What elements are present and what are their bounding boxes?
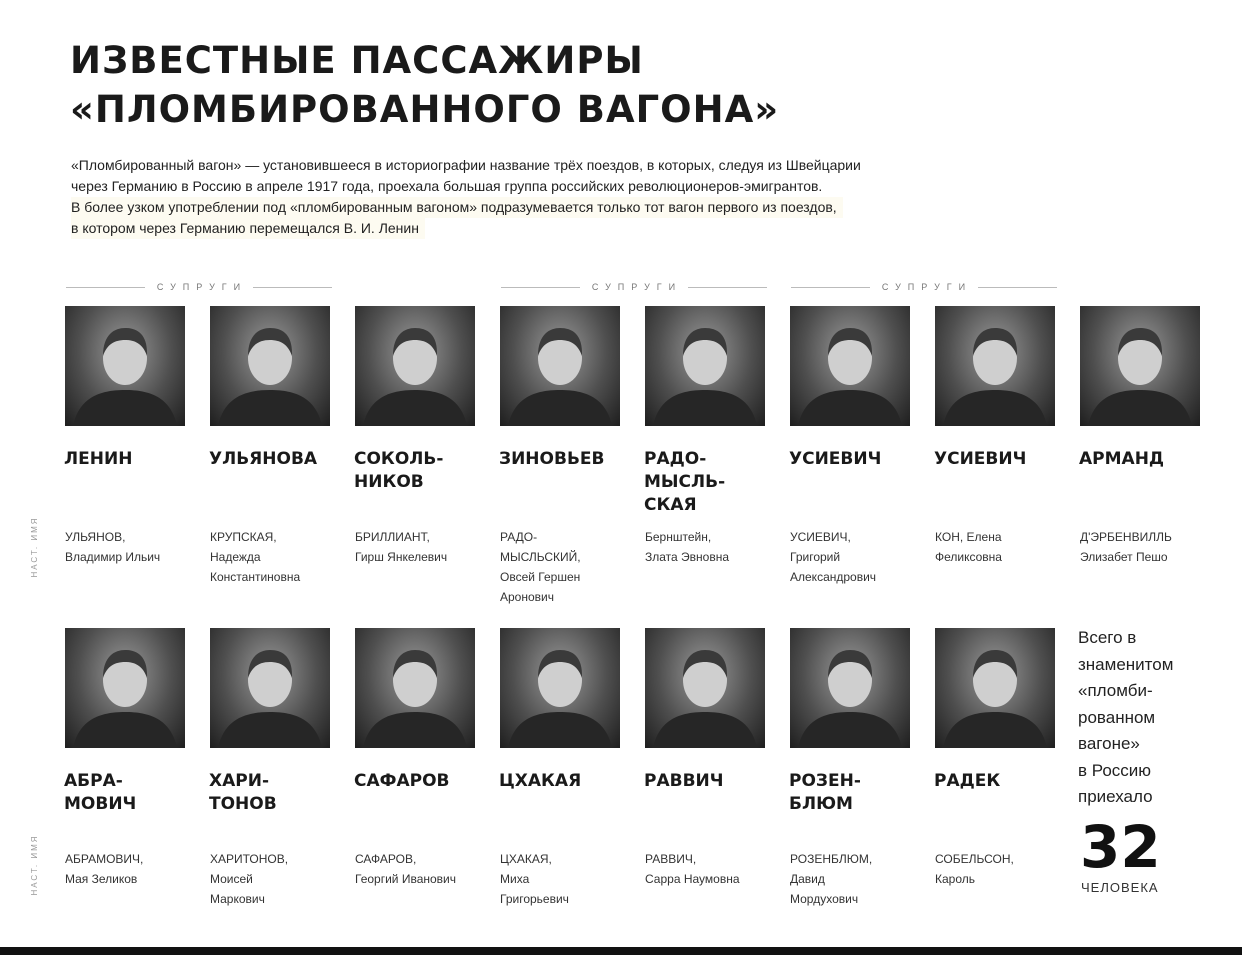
portrait-silhouette (935, 628, 1055, 748)
intro-paragraph (71, 155, 1081, 239)
page-title (70, 36, 779, 134)
passenger-card (64, 628, 193, 886)
side-label-row-1: НАСТ. ИМЯ (30, 516, 39, 578)
portrait-silhouette (645, 306, 765, 426)
passenger-card (1079, 306, 1208, 564)
passenger-pseudonym (209, 448, 339, 471)
real-name-line: Феликсовна (935, 550, 1002, 564)
real-name-line: ХАРИТОНОВ, (210, 852, 289, 866)
real-name-line: КРУПСКАЯ, (210, 530, 277, 544)
real-name-line: Миха (500, 872, 530, 886)
portrait-silhouette (790, 306, 910, 426)
passenger-real-name (645, 527, 783, 567)
passenger-card (934, 628, 1063, 886)
bottom-bar (0, 947, 1242, 955)
real-name-line: СОБЕЛЬСОН, (935, 852, 1014, 866)
passenger-photo (935, 306, 1055, 426)
pseudonym-line: УСИЕВИЧ (789, 449, 882, 469)
pseudonym-line: АРМАНД (1079, 449, 1165, 469)
real-name-line: САФАРОВ, (355, 852, 417, 866)
real-name-line: Кароль (935, 872, 976, 886)
pseudonym-line: ЗИНОВЬЕВ (499, 449, 605, 469)
passenger-card (64, 306, 193, 564)
real-name-line: Мая Зеликов (65, 872, 138, 886)
real-name-line: Константиновна (210, 570, 301, 584)
real-name-line: БРИЛЛИАНТ, (355, 530, 430, 544)
passenger-real-name (355, 849, 493, 889)
passenger-card (499, 628, 628, 906)
real-name-line: РАВВИЧ, (645, 852, 697, 866)
passenger-photo (355, 628, 475, 748)
real-name-line: РАДО- (500, 530, 538, 544)
passenger-photo (210, 628, 330, 748)
intro-line-2: через Германию в Россию в апреле 1917 года, проехала большая группа российских революционеров-эмигрантов. (71, 178, 823, 194)
passenger-pseudonym (934, 448, 1064, 471)
passenger-card (499, 306, 628, 604)
passenger-photo (645, 628, 765, 748)
title-line-2: «ПЛОМБИРОВАННОГО ВАГОНА» (70, 88, 780, 131)
passenger-card (644, 306, 773, 564)
passenger-pseudonym (354, 448, 484, 494)
passenger-card (934, 306, 1063, 564)
passenger-card (209, 306, 338, 584)
passenger-pseudonym (64, 770, 194, 816)
pseudonym-line: ЛЕНИН (64, 449, 133, 469)
passenger-photo (355, 306, 475, 426)
portrait-silhouette (210, 628, 330, 748)
pseudonym-line: НИКОВ (354, 472, 424, 492)
portrait-silhouette (645, 628, 765, 748)
passenger-real-name (355, 527, 493, 567)
pseudonym-line: РАДО- (644, 449, 707, 469)
passenger-pseudonym (354, 770, 484, 793)
passenger-card (644, 628, 773, 886)
real-name-line: Элизабет Пешо (1080, 550, 1168, 564)
real-name-line: Моисей (210, 872, 253, 886)
real-name-line: Мордухович (790, 892, 859, 906)
passenger-photo (790, 306, 910, 426)
real-name-line: РОЗЕНБЛЮМ, (790, 852, 873, 866)
total-caption-line: в Россию (1078, 760, 1152, 780)
portrait-silhouette (210, 306, 330, 426)
spouse-label-2: СУПРУГИ (501, 281, 767, 293)
total-number: 32 (1080, 813, 1161, 881)
real-name-line: УЛЬЯНОВ, (65, 530, 126, 544)
real-name-line: Гирш Янкелевич (355, 550, 448, 564)
portrait-silhouette (355, 628, 475, 748)
passenger-pseudonym (1079, 448, 1209, 471)
portrait-silhouette (790, 628, 910, 748)
total-caption-line: приехало (1078, 787, 1153, 806)
passenger-pseudonym (499, 770, 629, 793)
real-name-line: Овсей Гершен (500, 570, 581, 584)
passenger-photo (645, 306, 765, 426)
passenger-photo (1080, 306, 1200, 426)
pseudonym-line: РОЗЕН- (789, 771, 861, 791)
passenger-real-name (1080, 527, 1218, 567)
portrait-silhouette (355, 306, 475, 426)
passenger-real-name (500, 527, 638, 607)
pseudonym-line: СОКОЛЬ- (354, 449, 444, 469)
real-name-line: Георгий Иванович (355, 872, 457, 886)
pseudonym-line: УЛЬЯНОВА (209, 449, 318, 469)
passenger-pseudonym (64, 448, 194, 471)
pseudonym-line: БЛЮМ (789, 794, 853, 814)
total-caption-line: вагоне» (1078, 734, 1140, 753)
real-name-line: Маркович (210, 892, 265, 906)
passenger-photo (65, 628, 185, 748)
title-line-1: ИЗВЕСТНЫЕ ПАССАЖИРЫ (70, 39, 644, 82)
total-caption-line: Всего в (1078, 628, 1137, 647)
portrait-silhouette (500, 306, 620, 426)
pseudonym-line: ТОНОВ (209, 794, 277, 814)
real-name-line: Бернштейн, (645, 530, 712, 544)
passenger-real-name (65, 527, 203, 567)
real-name-line: Владимир Ильич (65, 550, 161, 564)
pseudonym-line: РАВВИЧ (644, 771, 724, 791)
real-name-line: Аронович (500, 590, 554, 604)
spouse-label-3: СУПРУГИ (791, 281, 1057, 293)
pseudonym-line: ЦХАКАЯ (499, 771, 582, 791)
portrait-silhouette (65, 306, 185, 426)
passenger-photo (210, 306, 330, 426)
passenger-pseudonym (644, 770, 774, 793)
total-caption-line: рованном (1078, 707, 1156, 727)
passenger-pseudonym (499, 448, 629, 471)
passenger-card (789, 628, 918, 906)
real-name-line: МЫСЛЬСКИЙ, (500, 550, 581, 564)
total-unit: ЧЕЛОВЕКА (1081, 880, 1159, 895)
total-caption (1078, 625, 1218, 811)
portrait-silhouette (1080, 306, 1200, 426)
pseudonym-line: АБРА- (64, 771, 123, 791)
intro-line-3: В более узком употреблении под «пломбированным вагоном» подразумевается только тот вагон первого из поездов, (71, 197, 843, 218)
portrait-silhouette (65, 628, 185, 748)
real-name-line: Григорий (790, 550, 841, 564)
real-name-line: Александрович (790, 570, 877, 584)
real-name-line: Сарра Наумовна (645, 872, 740, 886)
passenger-pseudonym (789, 770, 919, 816)
intro-line-4: в котором через Германию перемещался В. И. Ленин (71, 218, 425, 239)
passenger-photo (500, 306, 620, 426)
passenger-real-name (65, 849, 203, 889)
pseudonym-line: ХАРИ- (209, 771, 270, 791)
passenger-pseudonym (789, 448, 919, 471)
intro-line-1: «Пломбированный вагон» — установившееся в историографии название трёх поездов, в которых, следуя из Швейцарии (71, 157, 861, 173)
real-name-line: Злата Эвновна (645, 550, 730, 564)
real-name-line: Давид (790, 872, 825, 886)
passenger-real-name (790, 849, 928, 909)
passenger-real-name (645, 849, 783, 889)
real-name-line: Надежда (210, 550, 261, 564)
pseudonym-line: САФАРОВ (354, 771, 450, 791)
passenger-photo (935, 628, 1055, 748)
passenger-card (354, 628, 483, 886)
total-caption-line: знаменитом (1078, 654, 1174, 674)
passenger-real-name (210, 849, 348, 909)
total-caption-line: «пломби- (1078, 681, 1153, 700)
passenger-photo (65, 306, 185, 426)
real-name-line: КОН, Елена (935, 530, 1002, 544)
passenger-real-name (500, 849, 638, 909)
passenger-card (209, 628, 338, 906)
pseudonym-line: СКАЯ (644, 495, 697, 515)
passenger-real-name (790, 527, 928, 587)
real-name-line: УСИЕВИЧ, (790, 530, 851, 544)
passenger-card (789, 306, 918, 584)
passenger-real-name (935, 527, 1073, 567)
spouse-label-1: СУПРУГИ (66, 281, 332, 293)
passenger-real-name (935, 849, 1073, 889)
passenger-pseudonym (934, 770, 1064, 793)
pseudonym-line: РАДЕК (934, 771, 1001, 791)
real-name-line: Григорьевич (500, 892, 569, 906)
passenger-pseudonym (209, 770, 339, 816)
portrait-silhouette (935, 306, 1055, 426)
passenger-pseudonym (644, 448, 774, 517)
side-label-row-2: НАСТ. ИМЯ (30, 834, 39, 896)
passenger-card (354, 306, 483, 564)
real-name-line: Д'ЭРБЕНВИЛЛЬ (1080, 530, 1172, 544)
real-name-line: АБРАМОВИЧ, (65, 852, 144, 866)
pseudonym-line: УСИЕВИЧ (934, 449, 1027, 469)
pseudonym-line: МОВИЧ (64, 794, 137, 814)
passenger-photo (500, 628, 620, 748)
passenger-photo (790, 628, 910, 748)
pseudonym-line: МЫСЛЬ- (644, 472, 726, 492)
real-name-line: ЦХАКАЯ, (500, 852, 552, 866)
passenger-real-name (210, 527, 348, 587)
portrait-silhouette (500, 628, 620, 748)
